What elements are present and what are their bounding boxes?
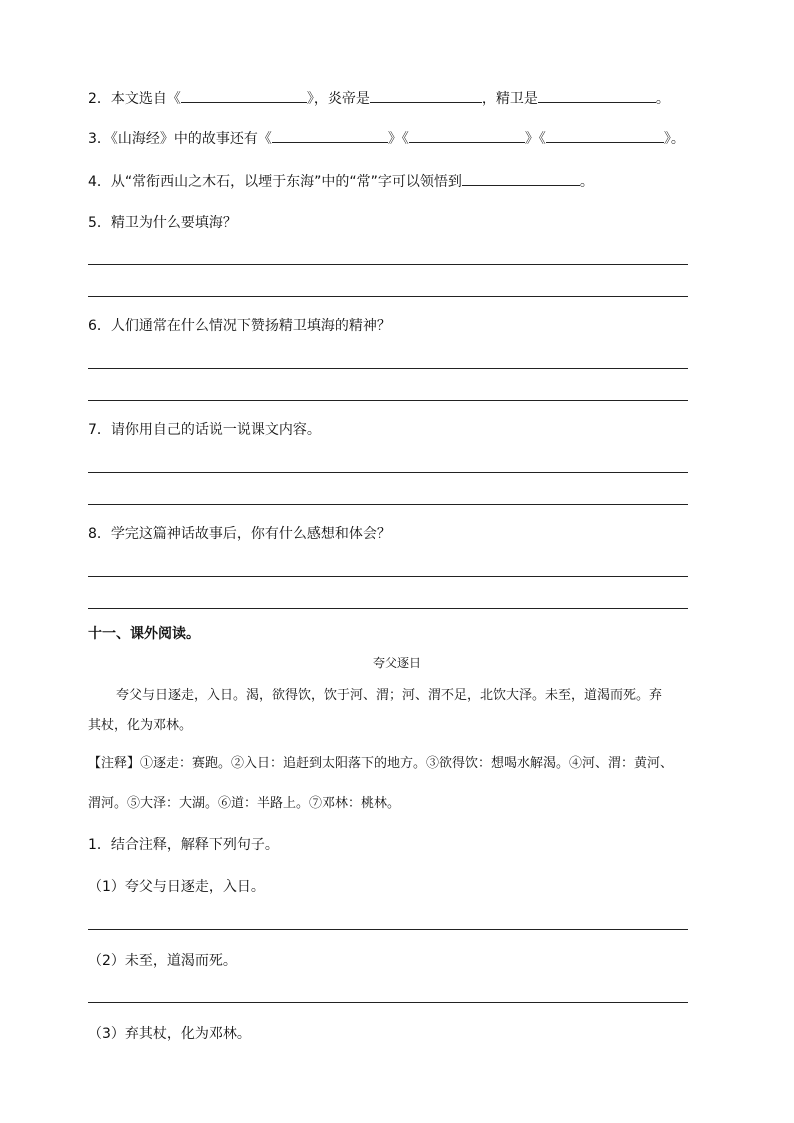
answer-line-q5-2[interactable]: [88, 296, 688, 297]
answer-line-q7-1[interactable]: [88, 472, 688, 473]
answer-line-q6-1[interactable]: [88, 368, 688, 369]
answer-blank-story-2[interactable]: [409, 128, 525, 143]
question-2-mid1: 》，炎帝是: [306, 91, 370, 107]
answer-line-s2[interactable]: [88, 1002, 688, 1003]
question-2-end: 。: [655, 91, 670, 107]
question-8: 8．学完这篇神话故事后，你有什么感想和体会？: [88, 526, 391, 542]
sentence-2: （2）未至，道渴而死。: [88, 953, 237, 969]
question-4-prefix: 4．从“常衔西山之木石，以堙于东海”中的“常”字可以领悟到: [88, 174, 462, 190]
question-3-sep2: 》《: [524, 131, 546, 147]
question-2: [88, 88, 670, 109]
answer-line-s1[interactable]: [88, 929, 688, 930]
answer-line-q8-1[interactable]: [88, 576, 688, 577]
answer-blank-story-1[interactable]: [272, 128, 388, 143]
question-4: [88, 171, 594, 192]
question-3-end: 》。: [663, 131, 685, 147]
section-title-extracurricular: 十一、课外阅读。: [88, 626, 200, 642]
notes-line-2: 渭河。⑤大泽：大湖。⑥道：半路上。⑦邓林：桃林。: [88, 796, 401, 811]
answer-line-q6-2[interactable]: [88, 400, 688, 401]
answer-blank-chang[interactable]: [462, 171, 580, 186]
question-5: 5．精卫为什么要填海？: [88, 215, 237, 231]
answer-line-q5-1[interactable]: [88, 264, 688, 265]
answer-blank-story-3[interactable]: [546, 128, 664, 143]
passage-title: 夸父逐日: [372, 656, 421, 670]
answer-blank-yandi[interactable]: [370, 88, 482, 103]
answer-line-q8-2[interactable]: [88, 608, 688, 609]
answer-blank-book[interactable]: [181, 88, 307, 103]
question-2-mid2: ，精卫是: [481, 91, 538, 107]
question-3-prefix: 3．《山海经》中的故事还有《: [88, 131, 272, 147]
question-7: 7．请你用自己的话说一说课文内容。: [88, 422, 321, 438]
answer-blank-jingwei[interactable]: [538, 88, 656, 103]
passage-line-2: 其杖，化为邓林。: [88, 718, 193, 733]
sentence-1: （1）夸父与日逐走，入日。: [88, 879, 265, 895]
passage-line-1: 夸父与日逐走，入日。渴，欲得饮，饮于河、渭；河、渭不足，北饮大泽。未至，道渴而死。弃: [116, 688, 663, 703]
answer-line-q7-2[interactable]: [88, 504, 688, 505]
question-3-sep1: 》《: [387, 131, 409, 147]
question-11-1: 1．结合注释，解释下列句子。: [88, 837, 279, 853]
question-2-prefix: 2．本文选自《: [88, 91, 181, 107]
question-6: 6．人们通常在什么情况下赞扬精卫填海的精神？: [88, 318, 391, 334]
question-3: [88, 128, 685, 149]
sentence-3: （3）弃其杖，化为邓林。: [88, 1026, 251, 1042]
notes-line-1: 【注释】①逐走：赛跑。②入日：追赶到太阳落下的地方。③欲得饮：想喝水解渴。④河、渭：黄河、: [88, 756, 674, 771]
question-4-end: 。: [579, 174, 594, 190]
